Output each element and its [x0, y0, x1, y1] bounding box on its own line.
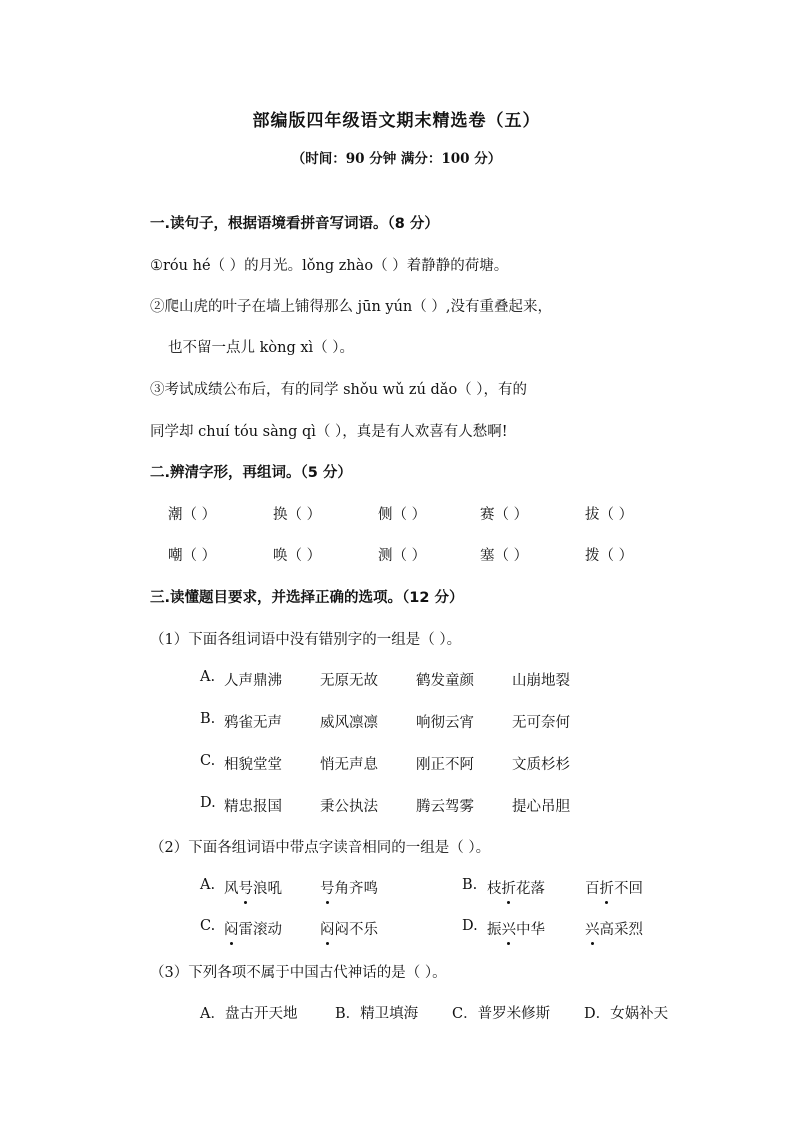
word-cell: 换（ ）: [273, 507, 322, 523]
option-word: 无原无故: [320, 673, 378, 689]
option-word: [320, 877, 378, 898]
word-cell: 唤（ ）: [273, 548, 322, 564]
word-cell: 测（ ）: [378, 548, 427, 564]
option-word: 人声鼎沸: [224, 673, 282, 689]
page-title: 部编版四年级语文期末精选卷（五）: [252, 111, 541, 131]
option-letter: C.: [200, 918, 216, 934]
dotted-char: 闷: [320, 918, 335, 939]
word-cell: 侧（ ）: [378, 507, 427, 523]
option-letter: A.: [200, 669, 216, 685]
word-part: 角齐鸣: [334, 881, 378, 897]
s1-line-5: 同学却 chuí tóu sàng qì（ ），真是有人欢喜有人愁啊!: [150, 424, 508, 440]
s1-line-1: ①róu hé（ ）的月光。lǒng zhào（ ）着静静的荷塘。: [150, 258, 509, 274]
option-word: 悄无声息: [320, 757, 378, 773]
option-letter: C.: [200, 753, 216, 769]
dotted-char: 闷: [224, 918, 239, 939]
word-cell: 嘲（ ）: [168, 548, 217, 564]
option-word: 威风凛凛: [320, 715, 378, 731]
option-word: 鹤发童颜: [416, 673, 474, 689]
option-word: 山崩地裂: [512, 673, 570, 689]
dotted-char: 号: [320, 877, 335, 898]
word-part: 高采烈: [599, 922, 643, 938]
option-word: [487, 877, 545, 898]
option-letter: D.: [462, 918, 478, 934]
option-word: 秉公执法: [320, 799, 378, 815]
word-part: 花落: [516, 881, 545, 897]
section-3-heading: 三.读懂题目要求，并选择正确的选项。（12 分）: [150, 590, 464, 606]
word-part: 枝: [487, 881, 502, 897]
option-word: 鸦雀无声: [224, 715, 282, 731]
option-word: [320, 918, 378, 939]
dotted-char: 兴: [502, 918, 517, 939]
dotted-char: 号: [239, 877, 254, 898]
word-part: 中华: [516, 922, 545, 938]
s1-line-2: ②爬山虎的叶子在墙上铺得那么 jūn yún（ ）,没有重叠起来，: [150, 299, 552, 315]
section-2-heading: 二.辨清字形，再组词。（5 分）: [150, 465, 352, 481]
dotted-char: 折: [502, 877, 517, 898]
word-cell: 赛（ ）: [480, 507, 529, 523]
option-letter: B.: [462, 877, 478, 893]
option-word: [487, 918, 545, 939]
word-part: 百: [585, 881, 600, 897]
word-part: 闷不乐: [334, 922, 378, 938]
word-part: 浪吼: [253, 881, 282, 897]
option-word: [224, 877, 282, 898]
question-1-stem: （1）下面各组词语中没有错别字的一组是（ ）。: [150, 632, 462, 648]
option-word: 响彻云宵: [416, 715, 474, 731]
word-cell: 潮（ ）: [168, 507, 217, 523]
option-item: B．精卫填海: [335, 1006, 419, 1022]
s1-line-3: 也不留一点儿 kòng xì（ ）。: [168, 340, 355, 356]
question-3-stem: （3）下列各项不属于中国古代神话的是（ ）。: [150, 965, 447, 981]
option-letter: A.: [200, 877, 216, 893]
option-item: A．盘古开天地: [200, 1006, 298, 1022]
exam-info: （时间：90 分钟 满分：100 分）: [291, 151, 502, 167]
word-cell: 拨（ ）: [585, 548, 634, 564]
option-word: 腾云驾雾: [416, 799, 474, 815]
word-cell: 拔（ ）: [585, 507, 634, 523]
option-item: C．普罗米修斯: [452, 1006, 551, 1022]
option-word: 提心吊胆: [512, 799, 570, 815]
word-cell: 塞（ ）: [480, 548, 529, 564]
option-letter: D.: [200, 795, 216, 811]
option-word: 无可奈何: [512, 715, 570, 731]
option-letter: B.: [200, 711, 216, 727]
dotted-char: 兴: [585, 918, 600, 939]
word-part: 风: [224, 881, 239, 897]
option-word: 刚正不阿: [416, 757, 474, 773]
option-word: [224, 918, 282, 939]
option-word: 精忠报国: [224, 799, 282, 815]
word-part: 雷滚动: [238, 922, 282, 938]
option-word: 相貌堂堂: [224, 757, 282, 773]
question-2-stem: （2）下面各组词语中带点字读音相同的一组是（ ）。: [150, 840, 491, 856]
word-part: 振: [487, 922, 502, 938]
option-item: D．女娲补天: [584, 1006, 669, 1022]
section-1-heading: 一.读句子，根据语境看拼音写词语。（8 分）: [150, 216, 439, 232]
option-word: [585, 918, 643, 939]
dotted-char: 折: [600, 877, 615, 898]
option-word: [585, 877, 643, 898]
option-word: 文质杉杉: [512, 757, 570, 773]
s1-line-4: ③考试成绩公布后，有的同学 shǒu wǔ zú dǎo（ ），有的: [150, 382, 528, 398]
word-part: 不回: [614, 881, 643, 897]
